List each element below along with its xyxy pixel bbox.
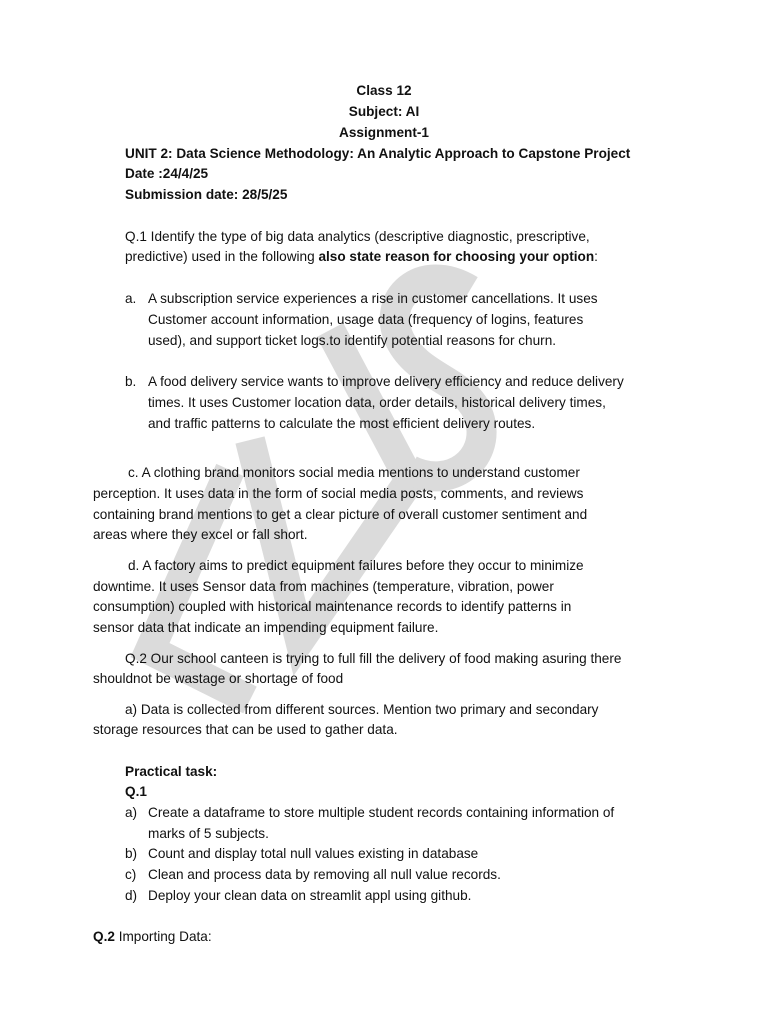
practical-item-d-line-1: Deploy your clean data on streamlit appl using github. (148, 888, 472, 903)
practical-item-d-marker: d) (125, 888, 138, 903)
q1-item-a-line-2: Customer account information, usage data (frequency of logins, features (148, 312, 584, 327)
q1-item-b-line-2: times. It uses Customer location data, order details, historical delivery times, (148, 395, 606, 410)
q1-intro-line-2 (125, 246, 598, 267)
q2-line-2: shouldnot be wastage or shortage of food (93, 671, 344, 686)
practical-item-c-marker: c) (125, 867, 137, 882)
q1-item-b-marker: b. (125, 374, 137, 389)
q1-item-d-line-2: downtime. It uses Sensor data from machines (temperature, vibration, power (93, 579, 554, 594)
q1-item-d-line-4: sensor data that indicate an impending equipment failure. (93, 620, 439, 635)
q1-item-a-marker: a. (125, 291, 137, 306)
q1-item-c-line-4: areas where they excel or fall short. (93, 527, 308, 542)
q1-intro-plain: predictive) used in the following (125, 249, 319, 264)
q1-item-c-line-2: perception. It uses data in the form of social media posts, comments, and reviews (93, 486, 584, 501)
q1-intro-line-1: Q.1 Identify the type of big data analytics (descriptive diagnostic, prescriptive, (125, 229, 590, 244)
practical-item-b-line-1: Count and display total null values existing in database (148, 846, 479, 861)
q1-intro-end: : (594, 249, 598, 264)
practical-item-a-line-1: Create a dataframe to store multiple student records containing information of (148, 805, 615, 820)
q1-item-d-line-1: d. A factory aims to predict equipment failures before they occur to minimize (128, 558, 584, 573)
q1-item-b-line-3: and traffic patterns to calculate the most efficient delivery routes. (148, 416, 536, 431)
unit-heading: UNIT 2: Data Science Methodology: An Analytic Approach to Capstone Project (125, 146, 631, 161)
practical-item-b-marker: b) (125, 846, 138, 861)
practical-q1-label: Q.1 (125, 784, 147, 799)
q2-a-line-1: a) Data is collected from different sources. Mention two primary and secondary (125, 702, 599, 717)
practical-q2-label: Q.2 (93, 929, 115, 944)
assignment-heading: Assignment-1 (339, 125, 429, 140)
submission-date-line: Submission date: 28/5/25 (125, 187, 288, 202)
practical-item-a-line-2: marks of 5 subjects. (148, 826, 269, 841)
q2-line-1: Q.2 Our school canteen is trying to full fill the delivery of food making asuring there (125, 651, 622, 666)
practical-item-a-marker: a) (125, 805, 138, 820)
practical-item-c-line-1: Clean and process data by removing all null value records. (148, 867, 501, 882)
date-line: Date :24/4/25 (125, 166, 209, 181)
q1-item-a-line-3: used), and support ticket logs.to identify potential reasons for churn. (148, 333, 557, 348)
q1-item-c-line-3: containing brand mentions to get a clear picture of overall customer sentiment and (93, 507, 588, 522)
q1-item-c-line-1: c. A clothing brand monitors social media mentions to understand customer (128, 465, 580, 480)
practical-task-title: Practical task: (125, 764, 218, 779)
practical-q2-text: Importing Data: (114, 929, 212, 944)
practical-q2-line (93, 926, 212, 947)
class-heading: Class 12 (356, 83, 412, 98)
q1-item-b-line-1: A food delivery service wants to improve delivery efficiency and reduce delivery (148, 374, 624, 389)
q2-a-line-2: storage resources that can be used to gather data. (93, 722, 398, 737)
q1-intro-bold: also state reason for choosing your option (318, 249, 595, 264)
subject-heading: Subject: AI (348, 104, 420, 119)
q1-item-d-line-3: consumption) coupled with historical maintenance records to identify patterns in (93, 599, 572, 614)
q1-item-a-line-1: A subscription service experiences a rise in customer cancellations. It uses (148, 291, 598, 306)
